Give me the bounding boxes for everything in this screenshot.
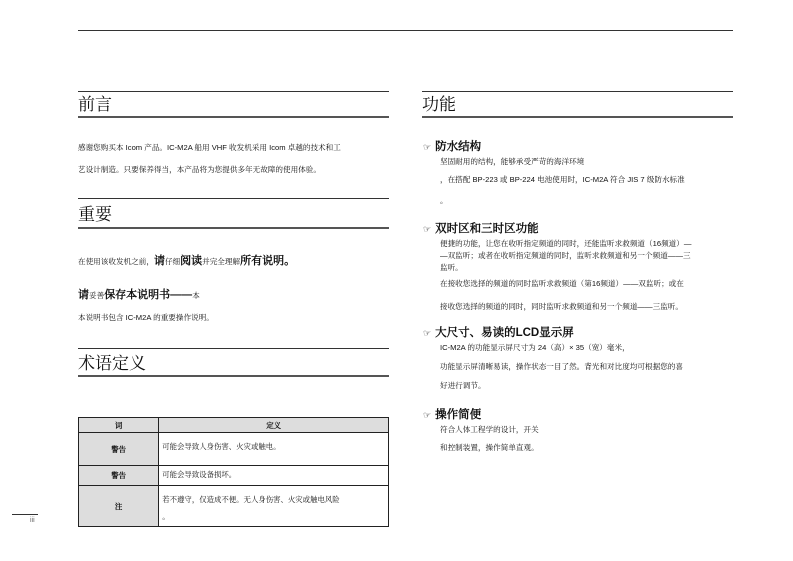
feature-line: 接收您选择的频道的同时，同时监听求救频道和另一个频道——三监听。 [440,302,683,311]
feature-line: 坚固耐用的结构，能够承受严苛的海洋环境 [440,157,585,166]
important-line-3: 本说明书包含 IC-M2A 的重要操作说明。 [78,313,214,322]
text: 操作简便 [435,409,482,421]
feature-line: 。 [440,196,448,205]
definition-cell: 可能会导致人身伤害、火灾或触电。 [159,433,389,466]
text: 在使用该收发机之前， [78,257,154,266]
feature-line: 好进行调节。 [440,381,486,390]
definition-cell [159,486,389,527]
feature-title [423,326,574,340]
pointing-hand-icon: ☞ [423,328,432,338]
feature-title [423,408,481,422]
pointing-hand-icon: ☞ [423,224,432,234]
table-row [79,466,389,486]
feature-title [423,222,539,236]
text: 仔细 [164,257,181,266]
page-number: iii [30,517,35,524]
text: 双时区和三时区功能 [435,223,539,235]
feature-line: —双监听；或者在收听指定频道的同时，监听求救频道和另一个频道——三 [440,251,691,260]
rule [422,91,733,92]
term-cell: 注 [79,486,159,527]
definitions-table [78,417,389,527]
feature-line: 功能显示屏清晰易读，操作状态一目了然。背光和对比度均可根据您的喜 [440,362,683,371]
section-title-preface: 前言 [78,95,112,114]
important-line-2 [78,290,200,301]
term-cell: 警告 [79,466,159,486]
column-header: 词 [79,418,159,433]
text: 若不遵守，仅造成不便。无人身伤害、火灾或触电风险 [162,495,340,504]
rule [78,198,389,199]
table-row [79,433,389,466]
text: 防水结构 [435,141,482,153]
rule [78,375,389,377]
section-title-definitions: 术语定义 [78,354,146,373]
feature-title [423,140,481,154]
definition-cell: 可能会导致设备损坏。 [159,466,389,486]
text: 大尺寸、易读的LCD显示屏 [435,327,574,339]
feature-line: 监听。 [440,263,463,272]
text: 阅读 [180,255,203,267]
rule [78,116,389,118]
top-rule [78,30,733,31]
feature-line: 和控制装置，操作简单直观。 [440,443,539,452]
feature-line: 符合人体工程学的设计，开关 [440,425,539,434]
feature-line: IC-M2A 的功能显示屏尺寸为 24（高）× 35（宽）毫米， [440,343,630,352]
text: 。 [162,512,170,521]
text: 所有说明。 [240,255,296,267]
pointing-hand-icon: ☞ [423,142,432,152]
pointing-hand-icon: ☞ [423,410,432,420]
column-header: 定义 [159,418,389,433]
rule [78,348,389,349]
section-title-important: 重要 [78,205,112,224]
text: 请 [153,255,165,267]
rule [78,227,389,229]
important-line-1 [78,256,295,267]
text: 本 [192,291,200,300]
rule [78,91,389,92]
preface-line: 感谢您购买本 Icom 产品。IC-M2A 船用 VHF 收发机采用 Icom 卓越的技术和工 [78,143,341,152]
feature-line: 在接收您选择的频道的同时监听求救频道（第16频道）——双监听；或在 [440,279,684,288]
page-number-rule [12,514,38,515]
term-cell: 警告 [79,433,159,466]
feature-line: ，在搭配 BP-223 或 BP-224 电池使用时，IC-M2A 符合 JIS 7 级防水标准 [440,175,685,184]
text: 保存本说明书—— [104,289,193,301]
rule [422,116,733,118]
table-header-row [79,418,389,433]
section-title-features: 功能 [422,95,456,114]
text: 妥善 [89,291,105,300]
text: 请 [78,289,89,301]
feature-line: 便捷的功能，让您在收听指定频道的同时，还能监听求救频道（16频道）— [440,239,692,248]
text: 并完全理解 [202,257,241,266]
preface-line: 艺设计制造。只要保养得当，本产品将为您提供多年无故障的使用体验。 [78,165,321,174]
table-row [79,486,389,527]
